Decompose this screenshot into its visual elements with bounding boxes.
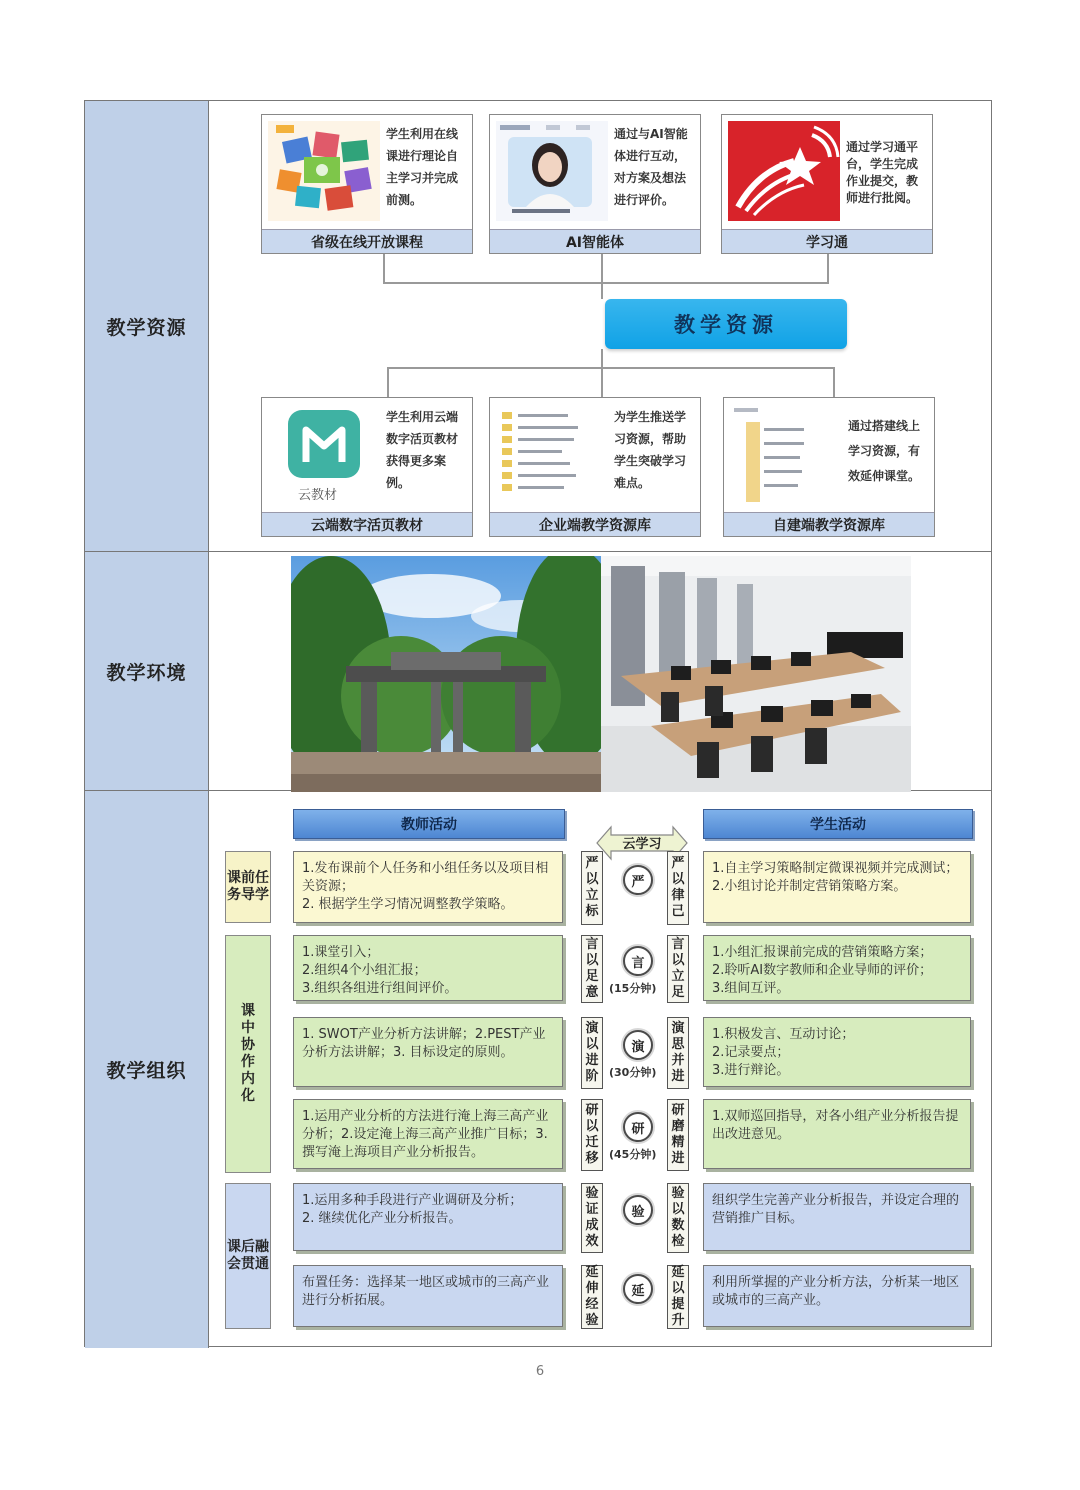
stage-duration: (15分钟) [609, 982, 657, 995]
cloud-learning-label: 云学习 [622, 837, 662, 852]
connector [383, 254, 385, 282]
cloud-textbook-logo-label: 云教材 [298, 488, 338, 503]
student-activity-box: 组织学生完善产业分析报告，并设定合理的营销推广目标。 [703, 1183, 971, 1251]
environment-row [85, 552, 991, 791]
stage-icon: 演 [623, 1030, 653, 1060]
stage-icon: 言 [623, 946, 653, 976]
environment-body [209, 552, 991, 790]
teacher-activity-box: 1.发布课前个人任务和小组任务以及项目相关资源； 2. 根据学生学习情况调整教学策略。 [293, 851, 563, 923]
ai-agent-text: 通过与AI智能体进行互动，对方案及想法进行评价。 [614, 127, 688, 207]
stage-icon: 研 [623, 1112, 653, 1142]
campus-gate-photo [291, 556, 601, 792]
connector [601, 367, 603, 397]
cloud-textbook-text: 学生利用云端数字活页教材获得更多案例。 [386, 410, 459, 490]
self-built-library-text: 通过搭建线上学习资源，有效延伸课堂。 [848, 419, 921, 483]
cloud-textbook-caption: 云端数字活页教材 [262, 512, 472, 536]
ai-agent-caption: AI智能体 [490, 229, 700, 253]
stage-icon: 严 [623, 865, 653, 895]
resource-card-online-course [261, 114, 473, 254]
phase-pre-class: 课前任务导学 [225, 851, 271, 923]
computer-lab-photo [601, 556, 911, 792]
stage-duration: (30分钟) [609, 1066, 657, 1079]
connector [387, 367, 389, 397]
teaching-resources-hub: 教学资源 [605, 299, 847, 349]
resources-body [209, 101, 991, 551]
environment-label: 教学环境 [85, 552, 209, 790]
teacher-activity-box: 1.运用多种手段进行产业调研及分析； 2. 继续优化产业分析报告。 [293, 1183, 563, 1251]
student-activity-header: 学生活动 [703, 809, 973, 839]
teacher-principle-label: 演以进阶 [581, 1017, 603, 1089]
student-principle-label: 言以立足 [667, 935, 689, 1003]
student-principle-label: 延以提升 [667, 1265, 689, 1329]
resource-card-enterprise-library [489, 397, 701, 537]
teacher-activity-box: 1.运用产业分析的方法进行淹上海三高产业分析；2.设定淹上海三高产业推广目标；3.撰写淹上海项目产业分析报告。 [293, 1099, 563, 1169]
student-activity-box: 1.自主学习策略制定微课视频并完成测试； 2.小组讨论并制定营销策略方案。 [703, 851, 971, 923]
stage-duration: (45分钟) [609, 1148, 657, 1161]
connector [827, 254, 829, 282]
student-principle-label: 演思并进 [667, 1017, 689, 1089]
student-principle-label: 研磨精进 [667, 1099, 689, 1171]
resource-card-cloud-textbook [261, 397, 473, 537]
online-course-thumbnail [268, 121, 380, 221]
stage-icon: 验 [623, 1195, 653, 1225]
ai-agent-thumbnail [496, 121, 608, 221]
teacher-activity-box: 1.课堂引入； 2.组织4个小组汇报； 3.组织各组进行组间评价。 [293, 935, 563, 1001]
connector [601, 254, 603, 282]
organization-label: 教学组织 [85, 791, 209, 1348]
resources-label: 教学资源 [85, 101, 209, 551]
self-built-library-thumbnail [730, 404, 842, 504]
connector [387, 367, 833, 369]
student-activity-box: 1.积极发言、互动讨论； 2.记录要点； 3.进行辩论。 [703, 1017, 971, 1087]
xuexitong-logo-icon [728, 121, 840, 221]
teacher-activity-header: 教师活动 [293, 809, 565, 839]
connector [601, 349, 603, 367]
teacher-principle-label: 延伸经验 [581, 1265, 603, 1329]
enterprise-library-caption: 企业端教学资源库 [490, 512, 700, 536]
teacher-activity-box: 1. SWOT产业分析方法讲解；2.PEST产业分析方法讲解；3. 目标设定的原则。 [293, 1017, 563, 1087]
teacher-principle-label: 严以立标 [581, 851, 603, 925]
teaching-design-table [84, 100, 992, 1347]
enterprise-library-text: 为学生推送学习资源，帮助学生突破学习难点。 [614, 410, 687, 490]
connector [383, 282, 829, 284]
resources-row [85, 101, 991, 552]
online-course-text: 学生利用在线课进行理论自主学习并完成前测。 [386, 127, 459, 207]
teacher-principle-label: 验证成效 [581, 1183, 603, 1253]
student-principle-label: 验以数检 [667, 1183, 689, 1253]
xuexitong-caption: 学习通 [722, 229, 932, 253]
phase-post-class: 课后融会贯通 [225, 1183, 271, 1329]
phase-in-class: 课中协作内化 [225, 935, 271, 1173]
resource-card-xuexitong [721, 114, 933, 254]
student-activity-box: 1.小组汇报课前完成的营销策略方案； 2.聆听AI数字教师和企业导师的评价； 3.组间互评。 [703, 935, 971, 1001]
enterprise-library-thumbnail [496, 404, 608, 504]
student-activity-box: 利用所掌握的产业分析方法，分析某一地区或城市的三高产业。 [703, 1265, 971, 1327]
student-principle-label: 严以律己 [667, 851, 689, 925]
xuexitong-text: 通过学习通平台，学生完成作业提交，教师进行批阅。 [846, 140, 919, 205]
resource-card-ai-agent [489, 114, 701, 254]
resource-card-self-built-library [723, 397, 935, 537]
connector [601, 282, 603, 299]
page-number: 6 [535, 1364, 545, 1379]
teacher-activity-box: 布置任务：选择某一地区或城市的三高产业进行分析拓展。 [293, 1265, 563, 1327]
teacher-principle-label: 研以迁移 [581, 1099, 603, 1171]
self-built-library-caption: 自建端教学资源库 [724, 512, 934, 536]
connector [833, 367, 835, 397]
stage-icon: 延 [623, 1274, 653, 1304]
organization-row [85, 791, 991, 1348]
student-activity-box: 1.双师巡回指导，对各小组产业分析报告提出改进意见。 [703, 1099, 971, 1169]
organization-body [209, 791, 991, 1348]
teacher-principle-label: 言以足意 [581, 935, 603, 1003]
online-course-caption: 省级在线开放课程 [262, 229, 472, 253]
